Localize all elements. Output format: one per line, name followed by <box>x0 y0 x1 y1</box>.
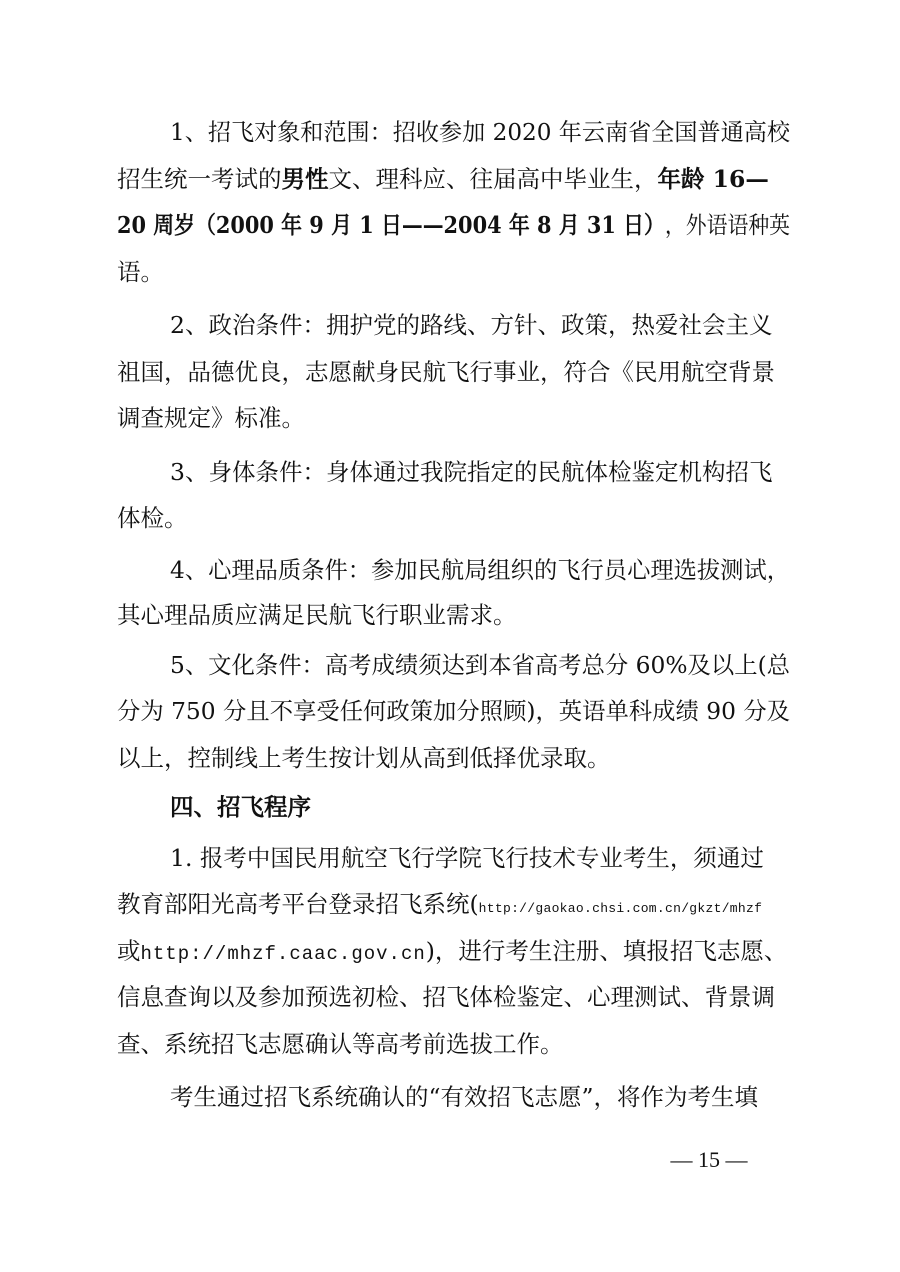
paragraph-4-line-1: 4、心理品质条件：参加民航局组织的飞行员心理选拔测试， <box>170 556 791 584</box>
paragraph-5-line-2: 分为 750 分且不享受任何政策加分照顾)，英语单科成绩 90 分及 <box>117 697 791 725</box>
url-mhzf[interactable]: http://mhzf.caac.gov.cn <box>140 943 426 965</box>
paragraph-6-line-3: 或http://mhzf.caac.gov.cn)，进行考生注册、填报招飞志愿、 <box>0 929 900 973</box>
paragraph-1-line-1: 1、招飞对象和范围：招收参加 2020 年云南省全国普通高校 <box>170 118 790 146</box>
page-number: — 15 — <box>670 1147 748 1172</box>
paragraph-6-line-1: 1. 报考中国民用航空飞行学院飞行技术专业考生，须通过 <box>170 844 764 872</box>
paragraph-2-line-1: 2、政治条件：拥护党的路线、方针、政策，热爱社会主义 <box>170 311 773 339</box>
bold-age-range: 20 周岁（2000 年 9 月 1 日——2004 年 8 月 31 日） <box>117 211 665 239</box>
paragraph-3-line-1: 3、身体条件：身体通过我院指定的民航体检鉴定机构招飞 <box>170 458 773 486</box>
paragraph-2-line-2: 祖国，品德优良，志愿献身民航飞行事业，符合《民用航空背景 <box>117 358 775 386</box>
section-heading: 四、招飞程序 <box>170 793 311 821</box>
paragraph-7-line-1: 考生通过招飞系统确认的“有效招飞志愿”，将作为考生填 <box>170 1083 759 1111</box>
url-gaokao[interactable]: http://gaokao.chsi.com.cn/gkzt/mhzf <box>478 901 763 916</box>
bold-gender: 男性 <box>281 165 329 193</box>
bold-age: 年龄 16— <box>657 165 769 193</box>
paragraph-1-line-2: 招生统一考试的男性文、理科应、往届高中毕业生，年龄 16— <box>117 165 769 193</box>
paragraph-6-line-2: 教育部阳光高考平台登录招飞系统(http://gaokao.chsi.com.cn/gkzt/mhzf <box>0 882 900 926</box>
paragraph-2-line-3: 调查规定》标准。 <box>117 404 305 432</box>
paragraph-6-line-5: 查、系统招飞志愿确认等高考前选拔工作。 <box>117 1030 564 1058</box>
paragraph-6-line-4: 信息查询以及参加预选初检、招飞体检鉴定、心理测试、背景调 <box>117 983 775 1011</box>
paragraph-5-line-3: 以上，控制线上考生按计划从高到低择优录取。 <box>117 744 611 772</box>
paragraph-1-line-3: 20 周岁（2000 年 9 月 1 日——2004 年 8 月 31 日），外语语种英 <box>117 211 791 239</box>
paragraph-5-line-1: 5、文化条件：高考成绩须达到本省高考总分 60%及以上(总 <box>170 651 791 679</box>
paragraph-3-line-2: 体检。 <box>117 504 188 532</box>
paragraph-1-line-4: 语。 <box>117 258 164 286</box>
paragraph-4-line-2: 其心理品质应满足民航飞行职业需求。 <box>117 601 517 629</box>
